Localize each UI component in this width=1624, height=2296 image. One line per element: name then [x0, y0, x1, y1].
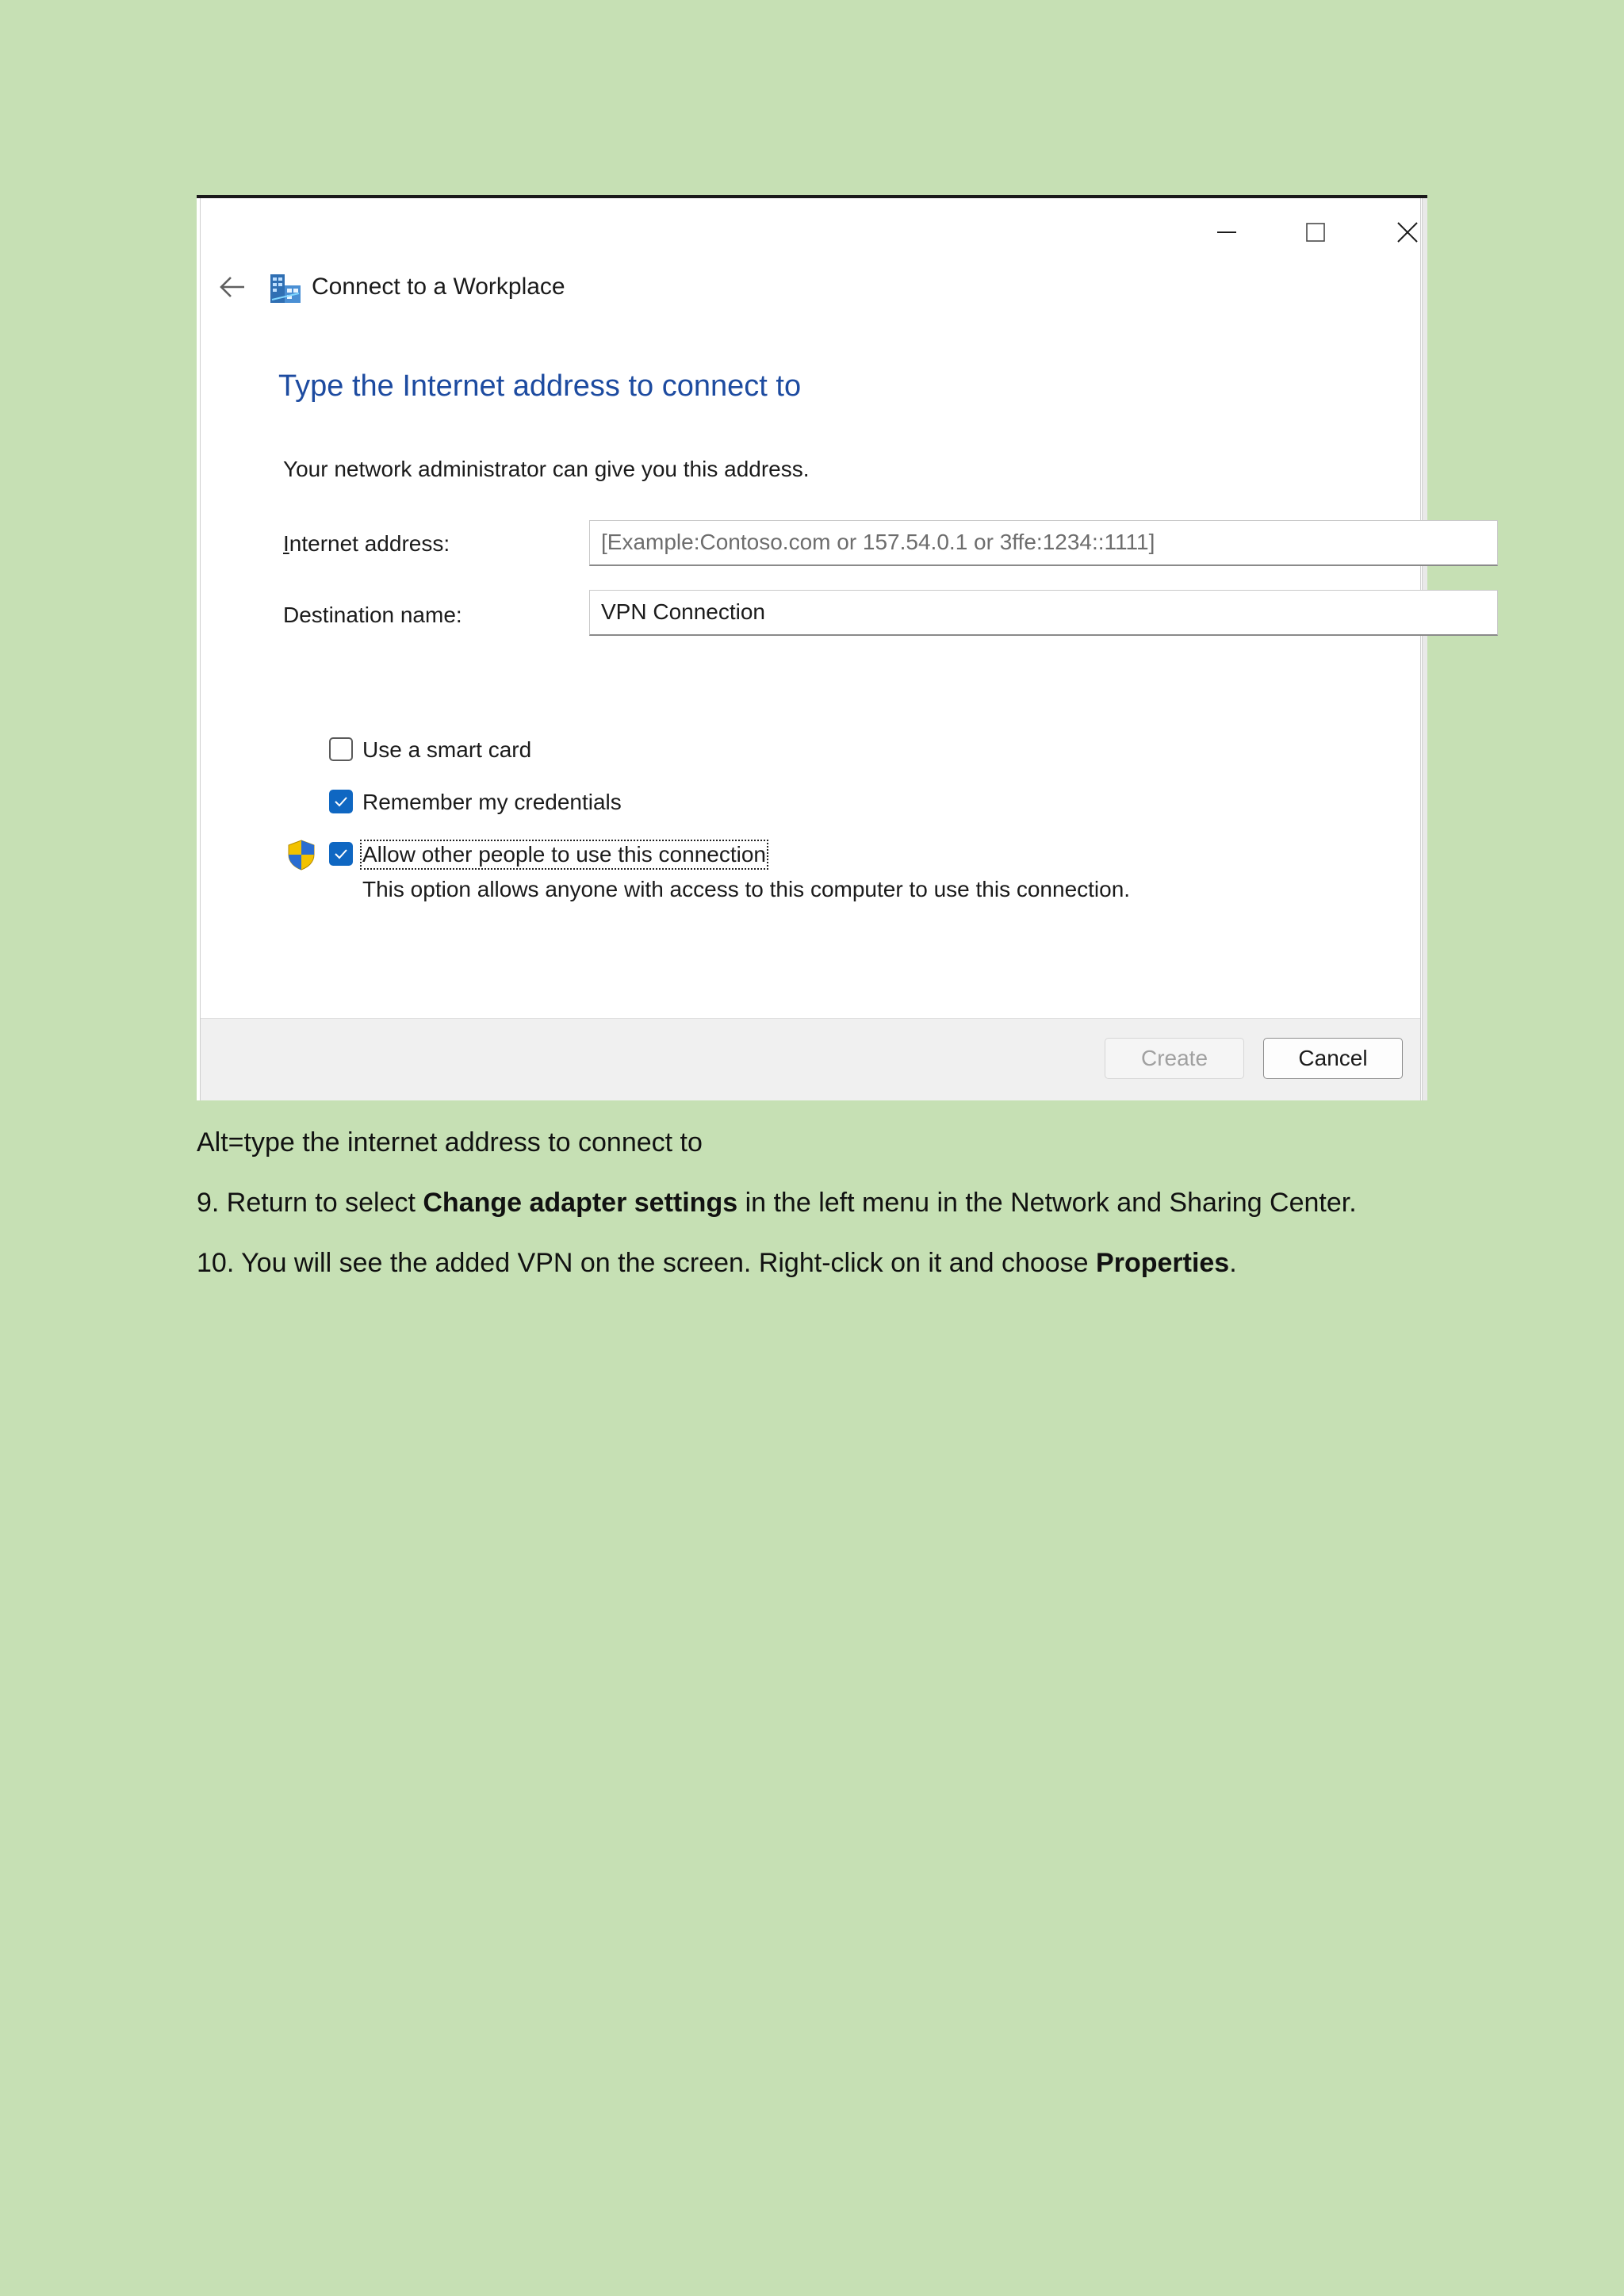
background-window-edge: [1422, 198, 1427, 1100]
uac-shield-icon: [286, 839, 316, 871]
allow-others-checkbox[interactable]: [329, 842, 353, 866]
internet-address-input[interactable]: [Example:Contoso.com or 157.54.0.1 or 3ffe:1234::1111]: [589, 520, 1498, 566]
step-9-suffix: in the left menu in the Network and Sharing Center.: [737, 1188, 1357, 1218]
minimize-button[interactable]: [1195, 211, 1258, 254]
minimize-icon: [1216, 221, 1238, 243]
workplace-network-icon: [269, 273, 302, 304]
allow-others-note: This option allows anyone with access to this computer to use this connection.: [362, 877, 1131, 901]
info-text: Your network administrator can give you this address.: [283, 457, 810, 481]
maximize-button[interactable]: [1284, 211, 1347, 254]
dialog-footer: [201, 1018, 1420, 1100]
step-9-prefix: 9. Return to select: [197, 1188, 423, 1218]
step-9-bold: Change adapter settings: [423, 1188, 738, 1218]
destination-label-text: Destination name:: [283, 603, 462, 627]
connect-workplace-dialog: [200, 198, 1421, 1100]
remember-credentials-checkbox[interactable]: [329, 790, 353, 813]
alt-text-caption: Alt=type the internet address to connect to: [197, 1127, 703, 1158]
smart-card-label[interactable]: Use a smart card: [362, 737, 532, 762]
create-button[interactable]: Create: [1105, 1038, 1244, 1079]
internet-address-label-text: nternet address:: [289, 531, 450, 556]
close-icon: [1396, 220, 1419, 244]
cancel-button[interactable]: Cancel: [1263, 1038, 1403, 1079]
close-button[interactable]: [1376, 211, 1439, 254]
back-arrow-icon: [219, 275, 246, 299]
back-button[interactable]: [215, 270, 250, 304]
step-9-paragraph: [197, 1188, 1357, 1219]
main-instruction-heading: Type the Internet address to connect to: [278, 369, 802, 403]
checkmark-icon: [334, 847, 348, 861]
destination-name-input[interactable]: VPN Connection: [589, 590, 1498, 636]
checkmark-icon: [334, 794, 348, 809]
allow-others-label[interactable]: Allow other people to use this connection: [362, 842, 766, 867]
remember-credentials-label[interactable]: Remember my credentials: [362, 790, 622, 814]
step-10-suffix: .: [1229, 1248, 1237, 1278]
maximize-icon: [1304, 221, 1327, 243]
step-10-prefix: 10. You will see the added VPN on the screen. Right-click on it and choose: [197, 1248, 1097, 1278]
access-key: I: [283, 531, 289, 556]
internet-address-label: [283, 531, 450, 557]
step-10-paragraph: [197, 1248, 1237, 1279]
dialog-title: Connect to a Workplace: [312, 274, 565, 300]
destination-name-label: [283, 603, 462, 628]
smart-card-checkbox[interactable]: [329, 737, 353, 761]
step-10-bold: Properties: [1096, 1248, 1230, 1278]
screenshot-frame: [197, 195, 1427, 1100]
